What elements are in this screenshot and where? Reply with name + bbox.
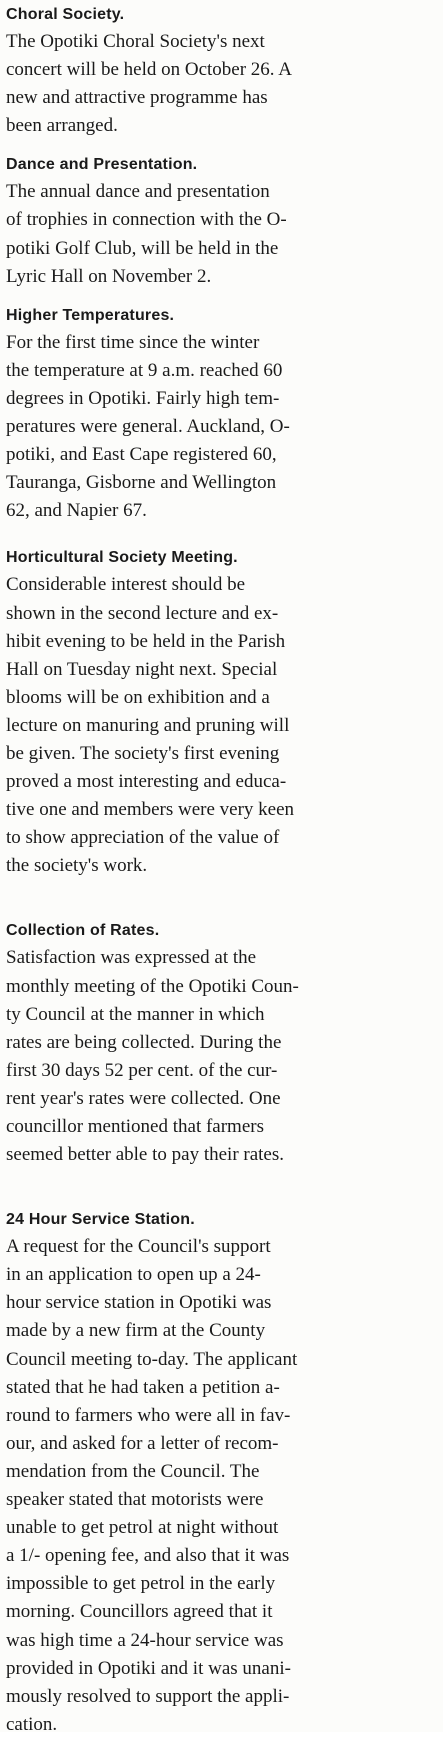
article-heading: Dance and Presentation. [6, 156, 198, 174]
article-spacer [4, 880, 437, 920]
article-body: For the first time since the winter the temperature at 9 a.m. reached 60 degrees in Opotiki. Fairly high tem- peratures were general. Auckland, O- potiki, and East Cape registered 60, Tauranga, Gisborne and Wellington 62, and Napier 67. [6, 331, 290, 522]
article-choral-society [4, 4, 437, 140]
article-body: A request for the Council's support in an application to open up a 24- hour service station in Opotiki was made by a new firm at the County Council meeting to-day. The applicant stated that he had taken a petition a- round to farmers who were all in fav- our, and asked for a letter of recom- mendation from the Council. The speaker stated that motorists were unable to get petrol at night without a 1/- opening fee, and also that it was impossible to get petrol in the early morning. Councillors agreed that it was high time a 24-hour service was provided in Opotiki and it was unani- mously resolved to support the appli- cation. [6, 1236, 298, 1735]
article-higher-temperatures [4, 305, 437, 526]
article-body: Considerable interest should be shown in the second lecture and ex- hibit evening to be held in the Parish Hall on Tuesday night next. Special blooms will be on exhibition and a lecture on manuring and pruning will be given. The society's first evening proved a most interesting and educa- tive one and members were very keen to show appreciation of the value of the society's work. [6, 574, 295, 877]
article-body: Satisfaction was expressed at the monthly meeting of the Opotiki Coun- ty Council at the manner in which rates are being collected. During the first 30 days 52 per cent. of the cur- rent year's rates were collected. One councillor mentioned that farmers seemed better able to pay their rates. [6, 947, 299, 1166]
article-dance-presentation [4, 154, 437, 290]
article-24-hour-service-station [4, 1209, 437, 1739]
article-collection-of-rates [4, 920, 437, 1169]
article-heading: 24 Hour Service Station. [6, 1211, 195, 1229]
article-body: The annual dance and presentation of trophies in connection with the O- potiki Golf Club, will be held in the Lyric Hall on November 2. [6, 181, 287, 287]
article-heading: Horticultural Society Meeting. [6, 549, 238, 567]
article-heading: Collection of Rates. [6, 922, 160, 940]
article-body: The Opotiki Choral Society's next concert will be held on October 26. A new and attractive programme has been arranged. [6, 31, 292, 137]
article-spacer [4, 1169, 437, 1209]
article-horticultural-society [4, 547, 437, 880]
article-spacer [4, 525, 437, 547]
article-heading: Choral Society. [6, 6, 125, 23]
article-heading: Higher Temperatures. [6, 306, 175, 324]
article-spacer [4, 140, 437, 154]
article-spacer [4, 291, 437, 305]
